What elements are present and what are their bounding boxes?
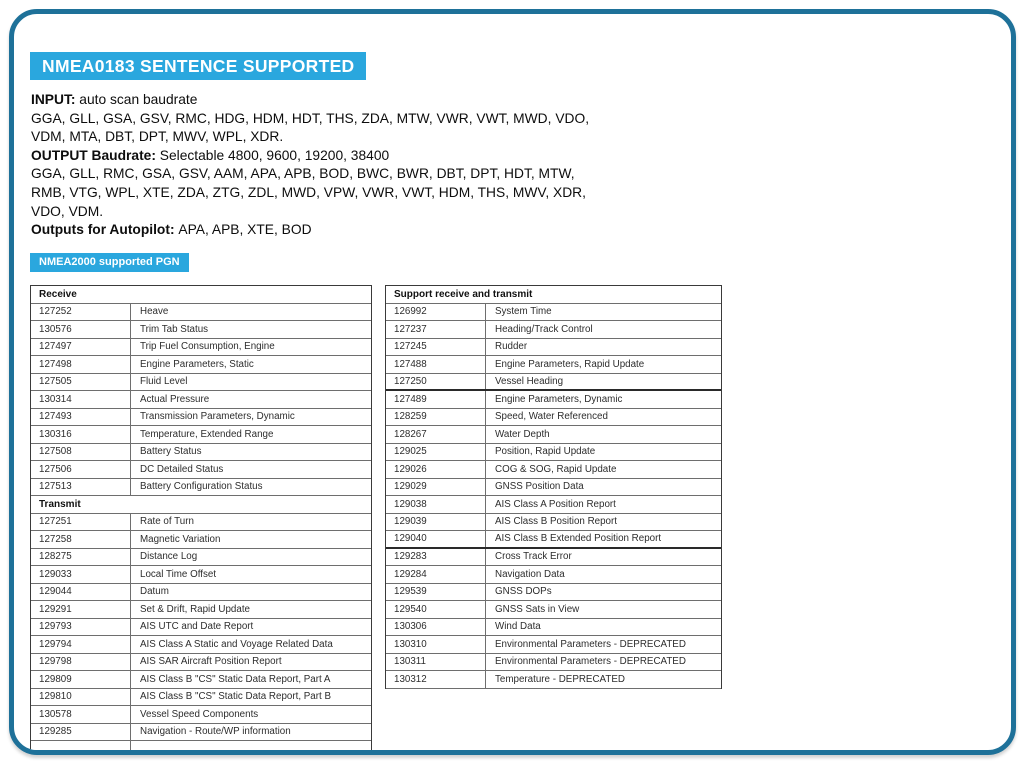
table-row	[386, 461, 721, 479]
pgn-description-cell: Cross Track Error	[495, 551, 572, 563]
table-section-header	[31, 286, 371, 304]
pgn-code-cell: 128267	[386, 426, 486, 443]
pgn-description-cell: System Time	[495, 306, 552, 318]
pgn-code-cell: 129026	[386, 461, 486, 478]
intro-line-label: OUTPUT Baudrate:	[31, 147, 160, 163]
pgn-code-cell: 129283	[386, 549, 486, 566]
table-row	[31, 619, 371, 637]
pgn-code-cell: 129033	[31, 566, 131, 583]
intro-line: VDM, MTA, DBT, DPT, MWV, WPL, XDR.	[31, 129, 284, 145]
pgn-description-cell: Fluid Level	[140, 376, 188, 388]
pgn-description-cell: Engine Parameters, Dynamic	[495, 393, 623, 405]
table-section-header-label: Support receive and transmit	[394, 288, 533, 300]
pgn-code-cell: 130316	[31, 426, 131, 443]
table-row	[31, 409, 371, 427]
pgn-code-cell: 127258	[31, 531, 131, 548]
table-row	[31, 339, 371, 357]
pgn-code-cell: 129291	[31, 601, 131, 618]
pgn-code-cell: 127505	[31, 374, 131, 391]
table-section-header	[386, 286, 721, 304]
table-row	[31, 391, 371, 409]
intro-line: VDO, VDM.	[31, 203, 104, 219]
pgn-description-cell: Engine Parameters, Rapid Update	[495, 358, 645, 370]
pgn-code-cell: 129025	[386, 444, 486, 461]
pgn-description-cell: AIS Class A Position Report	[495, 498, 616, 510]
pgn-code-cell: 129285	[31, 724, 131, 741]
table-row	[31, 689, 371, 707]
pgn-code-cell: 129029	[386, 479, 486, 496]
table-row	[386, 339, 721, 357]
table-row	[31, 706, 371, 724]
pgn-code-cell: 127508	[31, 444, 131, 461]
pgn-description-cell: Trip Fuel Consumption, Engine	[140, 341, 275, 353]
table-row	[31, 514, 371, 532]
pgn-code-cell: 128259	[386, 409, 486, 426]
pgn-code-cell: 129284	[386, 566, 486, 583]
pgn-code-cell: 130576	[31, 321, 131, 338]
table-row	[31, 461, 371, 479]
intro-line: GGA, GLL, RMC, GSA, GSV, AAM, APA, APB, BOD, BWC, BWR, DBT, DPT, HDT, MTW,	[31, 166, 575, 182]
pgn-description-cell: AIS Class A Static and Voyage Related Data	[140, 638, 333, 650]
pgn-description-cell: Rudder	[495, 341, 528, 353]
table-row	[386, 549, 721, 567]
pgn-code-cell: 127498	[31, 356, 131, 373]
table-row	[386, 654, 721, 672]
pgn-description-cell: Vessel Heading	[495, 375, 564, 387]
pgn-code-cell: 127513	[31, 479, 131, 496]
pgn-code-cell: 127251	[31, 514, 131, 531]
pgn-code-cell: 130312	[386, 671, 486, 688]
table-row	[386, 531, 721, 549]
pgn-code-cell: 127497	[31, 339, 131, 356]
pgn-code-cell: 129044	[31, 584, 131, 601]
pgn-description-cell: Actual Pressure	[140, 393, 210, 405]
pgn-description-cell: Environmental Parameters - DEPRECATED	[495, 656, 686, 668]
pgn-description-cell: AIS Class B "CS" Static Data Report, Part A	[140, 673, 331, 685]
table-row	[386, 636, 721, 654]
pgn-table-support-receive-transmit	[385, 285, 722, 689]
pgn-code-cell: 130311	[386, 654, 486, 671]
table-row	[31, 566, 371, 584]
pgn-description-cell: Local Time Offset	[140, 568, 217, 580]
pgn-code-cell: 127489	[386, 391, 486, 408]
pgn-description-cell: Trim Tab Status	[140, 323, 209, 335]
pgn-description-cell: Wind Data	[495, 621, 541, 633]
intro-line-label: INPUT:	[31, 92, 80, 107]
table-row	[31, 671, 371, 689]
table-row	[386, 671, 721, 689]
pgn-description-cell: GNSS DOPs	[495, 586, 552, 598]
pgn-code-cell	[31, 741, 131, 753]
pgn-description-cell: AIS SAR Aircraft Position Report	[140, 656, 282, 668]
pgn-code-cell: 129794	[31, 636, 131, 653]
intro-line: RMB, VTG, WPL, XTE, ZDA, ZTG, ZDL, MWD, VPW, VWR, VWT, HDM, THS, MWV, XDR,	[31, 184, 586, 200]
pgn-code-cell: 127237	[386, 321, 486, 338]
table-row	[386, 601, 721, 619]
pgn-description-cell: Position, Rapid Update	[495, 446, 596, 458]
table-row	[386, 321, 721, 339]
table-row	[31, 549, 371, 567]
table-row	[386, 444, 721, 462]
pgn-code-cell: 129809	[31, 671, 131, 688]
table-row	[386, 391, 721, 409]
table-row	[31, 531, 371, 549]
pgn-description-cell: Water Depth	[495, 428, 550, 440]
pgn-code-cell: 127245	[386, 339, 486, 356]
pgn-code-cell: 129793	[31, 619, 131, 636]
pgn-description-cell: Transmission Parameters, Dynamic	[140, 411, 295, 423]
pgn-description-cell: Datum	[140, 586, 169, 598]
intro-line: Outputs for Autopilot: APA, APB, XTE, BOD	[31, 222, 312, 238]
pgn-code-cell: 127250	[386, 374, 486, 390]
intro-text-block	[31, 91, 671, 240]
pgn-code-cell: 126992	[386, 304, 486, 321]
pgn-description-cell: GNSS Sats in View	[495, 603, 580, 615]
pgn-description-cell: GNSS Position Data	[495, 481, 584, 493]
pgn-description-cell: DC Detailed Status	[140, 463, 224, 475]
table-row	[31, 444, 371, 462]
table-row	[386, 426, 721, 444]
table-row	[31, 584, 371, 602]
pgn-description-cell: Environmental Parameters - DEPRECATED	[495, 638, 686, 650]
table-row	[31, 724, 371, 742]
pgn-code-cell: 129040	[386, 531, 486, 547]
pgn-description-cell: Battery Configuration Status	[140, 481, 263, 493]
pgn-description-cell: Speed, Water Referenced	[495, 411, 608, 423]
pgn-description-cell: Magnetic Variation	[140, 533, 221, 545]
section-title-badge: NMEA0183 SENTENCE SUPPORTED	[30, 52, 366, 80]
table-row	[386, 514, 721, 532]
pgn-description-cell: AIS UTC and Date Report	[140, 621, 254, 633]
pgn-code-cell: 130314	[31, 391, 131, 408]
table-row	[31, 601, 371, 619]
pgn-description-cell	[131, 741, 371, 753]
pgn-description-cell: AIS Class B Position Report	[495, 516, 617, 528]
table-row	[386, 374, 721, 392]
table-row	[386, 496, 721, 514]
pgn-code-cell: 127506	[31, 461, 131, 478]
pgn-description-cell: Battery Status	[140, 446, 202, 458]
table-row	[386, 409, 721, 427]
pgn-code-cell: 129540	[386, 601, 486, 618]
pgn-code-cell: 129539	[386, 584, 486, 601]
pgn-description-cell: AIS Class B Extended Position Report	[495, 533, 662, 545]
table-row	[31, 479, 371, 497]
pgn-code-cell: 127252	[31, 304, 131, 321]
pgn-description-cell: Navigation - Route/WP information	[140, 726, 291, 738]
pgn-table-receive-transmit	[30, 285, 372, 753]
table-row	[386, 566, 721, 584]
pgn-code-cell: 127493	[31, 409, 131, 426]
pgn-description-cell: AIS Class B "CS" Static Data Report, Part B	[140, 691, 331, 703]
table-section-header	[31, 496, 371, 514]
pgn-description-cell: Vessel Speed Components	[140, 708, 259, 720]
table-row-clipped	[31, 741, 371, 753]
table-row	[31, 654, 371, 672]
table-section-header-label: Receive	[39, 288, 77, 300]
pgn-description-cell: Temperature - DEPRECATED	[495, 673, 625, 685]
pgn-code-cell: 130578	[31, 706, 131, 723]
table-row	[31, 426, 371, 444]
pgn-description-cell: Temperature, Extended Range	[140, 428, 274, 440]
table-row	[31, 304, 371, 322]
table-row	[386, 584, 721, 602]
table-row	[31, 636, 371, 654]
table-section-header-label: Transmit	[39, 498, 81, 510]
table-row	[386, 619, 721, 637]
pgn-code-cell: 130310	[386, 636, 486, 653]
pgn-description-cell: Engine Parameters, Static	[140, 358, 254, 370]
table-row	[386, 479, 721, 497]
pgn-code-cell: 129039	[386, 514, 486, 531]
intro-line: GGA, GLL, GSA, GSV, RMC, HDG, HDM, HDT, THS, ZDA, MTW, VWR, VWT, MWD, VDO,	[31, 110, 590, 126]
pgn-description-cell: Set & Drift, Rapid Update	[140, 603, 250, 615]
intro-line: INPUT: auto scan baudrate	[31, 92, 198, 107]
intro-line-label: Outputs for Autopilot:	[31, 222, 179, 238]
pgn-description-cell: Distance Log	[140, 551, 198, 563]
pgn-code-cell: 127488	[386, 356, 486, 373]
pgn-code-cell: 129810	[31, 689, 131, 706]
pgn-code-cell: 129798	[31, 654, 131, 671]
table-row	[386, 304, 721, 322]
pgn-code-cell: 130306	[386, 619, 486, 636]
pgn-description-cell: Navigation Data	[495, 568, 565, 580]
pgn-description-cell: Heading/Track Control	[495, 323, 593, 335]
pgn-subtitle-badge: NMEA2000 supported PGN	[30, 253, 189, 272]
pgn-code-cell: 128275	[31, 549, 131, 566]
table-row	[31, 321, 371, 339]
pgn-code-cell: 129038	[386, 496, 486, 513]
table-row	[31, 374, 371, 392]
table-row	[31, 356, 371, 374]
table-row	[386, 356, 721, 374]
spec-page	[9, 9, 1016, 755]
intro-line: OUTPUT Baudrate: Selectable 4800, 9600, 19200, 38400	[31, 147, 390, 163]
pgn-description-cell: COG & SOG, Rapid Update	[495, 463, 617, 475]
pgn-description-cell: Heave	[140, 306, 169, 318]
pgn-description-cell: Rate of Turn	[140, 516, 194, 528]
